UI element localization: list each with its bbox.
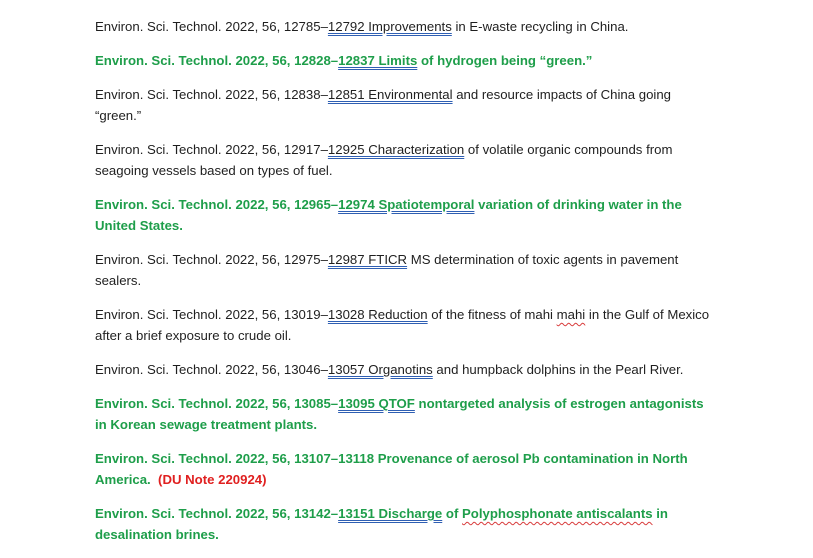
citation-title: in E-waste recycling in China. xyxy=(451,19,629,34)
citation-link[interactable]: 12851 Environmental xyxy=(327,87,453,102)
citation-title: of hydrogen being “green.” xyxy=(417,53,593,68)
du-note: (DU Note 220924) xyxy=(158,472,267,487)
citation-prefix: Environ. Sci. Technol. 2022, 56, 12828– xyxy=(95,53,339,68)
citation-title: and resource impacts of China going “green.” xyxy=(95,87,671,123)
entry-fticr xyxy=(95,249,715,291)
entry-organotins xyxy=(95,359,715,380)
citation-title: of volatile organic compounds from seagoing vessels based on types of fuel. xyxy=(95,142,673,178)
citation-title: in desalination brines. xyxy=(95,506,668,542)
citation-prefix: Environ. Sci. Technol. 2022, 56, 12917– xyxy=(95,142,328,157)
entry-china-green xyxy=(95,84,715,126)
citation-link[interactable]: 13151 Discharge xyxy=(338,506,443,521)
citation-title: variation of drinking water in the United States. xyxy=(95,197,682,233)
spellcheck-word[interactable]: Polyphosphonate antiscalants xyxy=(462,506,653,521)
citation-title: nontargeted analysis of estrogen antagonists in Korean sewage treatment plants. xyxy=(95,396,704,432)
citation-link[interactable]: 12974 Spatiotemporal xyxy=(338,197,475,212)
entry-e-waste xyxy=(95,16,715,37)
citation-prefix: Environ. Sci. Technol. 2022, 56, 12785– xyxy=(95,19,328,34)
entry-qtof xyxy=(95,393,715,435)
citation-prefix: Environ. Sci. Technol. 2022, 56, 13046– xyxy=(95,362,328,377)
citation-title: and humpback dolphins in the Pearl River. xyxy=(432,362,684,377)
citation-prefix: Environ. Sci. Technol. 2022, 56, 12965– xyxy=(95,197,339,212)
citation-title: of xyxy=(442,506,463,521)
citation-prefix: Environ. Sci. Technol. 2022, 56, 12975– xyxy=(95,252,328,267)
entry-voc-vessels xyxy=(95,139,715,181)
citation-text: Environ. Sci. Technol. 2022, 56, 13107–13118 Provenance of aerosol Pb contamination in North America. xyxy=(95,451,688,487)
citation-prefix: Environ. Sci. Technol. 2022, 56, 13019– xyxy=(95,307,328,322)
citation-link[interactable]: 12792 Improvements xyxy=(327,19,452,34)
entry-aerosol-pb xyxy=(95,448,715,490)
citation-link[interactable]: 13095 QTOF xyxy=(338,396,415,411)
citation-title: of the fitness of mahi xyxy=(427,307,557,322)
citation-link[interactable]: 12837 Limits xyxy=(338,53,418,68)
citation-link[interactable]: 12925 Characterization xyxy=(327,142,465,157)
document-body xyxy=(95,16,715,558)
citation-link[interactable]: 13028 Reduction xyxy=(327,307,428,322)
citation-link[interactable]: 12987 FTICR xyxy=(327,252,408,267)
citation-link[interactable]: 13057 Organotins xyxy=(327,362,433,377)
citation-title: in the Gulf of Mexico after a brief exposure to crude oil. xyxy=(95,307,710,343)
entry-mahi-mahi xyxy=(95,304,715,346)
spellcheck-word[interactable]: mahi xyxy=(556,307,586,322)
citation-prefix: Environ. Sci. Technol. 2022, 56, 12838– xyxy=(95,87,328,102)
citation-prefix: Environ. Sci. Technol. 2022, 56, 13142– xyxy=(95,506,339,521)
citation-title: MS determination of toxic agents in pavement sealers. xyxy=(95,252,679,288)
entry-hydrogen xyxy=(95,50,715,71)
entry-drinking-water xyxy=(95,194,715,236)
citation-prefix: Environ. Sci. Technol. 2022, 56, 13085– xyxy=(95,396,339,411)
